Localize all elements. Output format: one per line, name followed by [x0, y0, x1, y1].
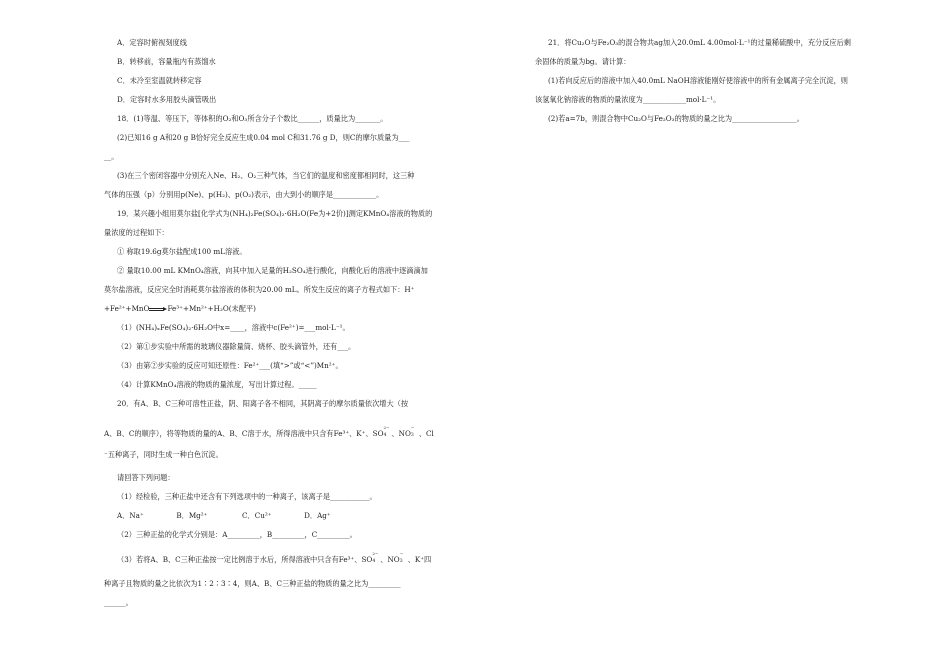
question-20-sub-3-end: ______。: [104, 598, 133, 607]
choice-d: D．Ag⁺: [304, 511, 331, 520]
question-20-stem-end: ⁻五种离子，同时生成一种白色沉淀。: [104, 450, 223, 459]
question-19-stem-cont: 量浓度的过程如下：: [104, 228, 169, 237]
question-18-part-2-cont: __。: [104, 152, 119, 161]
question-20-options: [117, 511, 331, 521]
equation-reactants: +Fe²⁺+MnO: [104, 304, 150, 313]
question-19-sub-1: （1）(NH₄)ₓFe(SO₄)₂·6H₂O中x=____，溶液中c(Fe²⁺)=___mol·L⁻¹。: [117, 323, 350, 332]
sulfate-index-2: [372, 551, 380, 564]
nitrate-charge-2: −: [399, 551, 404, 556]
question-19-step-2: ② 量取10.00 mL KMnO₄溶液，向其中加入足量的H₂SO₄进行酸化，向酸化后的溶液中逐滴滴加: [117, 266, 428, 275]
option-d: D．定容时水多用胶头滴管吸出: [117, 95, 217, 104]
question-19-stem: 19．某兴趣小组用莫尔盐[化学式为(NH₄)₂Fe(SO₄)₂·6H₂O(Fe为+2价)]测定KMnO₄溶液的物质的: [117, 209, 433, 218]
question-18-part-3: (3)在三个密闭容器中分别充入Ne、H₂、O₂三种气体，当它们的温度和密度都相同时，这三种: [117, 171, 415, 180]
equation-products: Fe³⁺+Mn²⁺+H₂O(未配平): [167, 304, 256, 313]
question-19-sub-3: （3）由第②步实验的反应可知还原性：Fe²⁺___(填“>”或“<”)Mn²⁺。: [117, 361, 343, 370]
choice-b: B．Mg²⁺: [176, 511, 208, 520]
question-20-sub-2: （2）三种正盐的化学式分别是：A_________，B_________，C_________。: [117, 530, 357, 539]
question-20-stem-cont: [104, 425, 434, 439]
sulfate-index: [383, 425, 391, 438]
sulfate-subscript: 4: [383, 433, 387, 438]
ion-list-part-3: 、Cl: [418, 429, 434, 438]
sulfate-charge-2: 2−: [372, 551, 379, 556]
option-a: A．定容时俯视刻度线: [117, 38, 187, 47]
question-18-part-1: 18．(1)等温、等压下，等体积的O₂和O₃所含分子个数比______，质量比为_______。: [117, 114, 388, 123]
sub-3-part-3: 、K⁺四: [407, 555, 432, 564]
nitrate-subscript: 3: [410, 433, 414, 438]
ion-list-part-2: 、NO: [391, 429, 411, 438]
reaction-arrow: [149, 307, 167, 312]
sub-3-part-1: （3）若将A、B、C三种正盐按一定比例溶于水后，所得溶液中只含有Fe³⁺、SO: [117, 555, 373, 564]
question-19-step-1: ① 称取19.6g莫尔盐配成100 mL溶液。: [117, 247, 247, 256]
option-b: B．转移前，容量瓶内有蒸馏水: [117, 57, 216, 66]
question-20-sub-3: [117, 551, 432, 565]
nitrate-index: [410, 425, 419, 438]
ion-list-part-1: A、B、C的顺序），将等物质的量的A、B、C溶于水，所得溶液中只含有Fe³⁺、K⁺、SO: [104, 429, 384, 438]
question-20-sub-3-cont: 种离子且物质的量之比依次为1∶2∶3∶4，则A、B、C三种正盐的物质的量之比为_________: [104, 579, 401, 588]
sulfate-charge: 2−: [383, 425, 390, 430]
question-20-prompt: 请回答下列问题：: [117, 473, 175, 482]
question-19-sub-4: （4）计算KMnO₄溶液的物质的量浓度，写出计算过程。_____: [117, 380, 317, 389]
nitrate-index-2: [399, 551, 408, 564]
nitrate-subscript-2: 3: [399, 559, 403, 564]
question-21-sub-2: (2)若a=7b，则混合物中Cu₂O与Fe₂O₃的物质的量之比为__________________。: [548, 114, 804, 123]
question-21-sub-1-cont: 该氢氧化钠溶液的物质的量浓度为____________mol·L⁻¹。: [535, 95, 721, 104]
nitrate-charge: −: [410, 425, 415, 430]
option-c: C．未冷至室温就转移定容: [117, 76, 202, 85]
question-18-part-2: (2)已知16 g A和20 g B恰好完全反应生成0.04 mol C和31.76 g D，则C的摩尔质量为___: [117, 133, 410, 142]
question-19-sub-2: （2）第①步实验中所需的玻璃仪器除量筒、烧杯、胶头滴管外，还有___。: [117, 342, 356, 351]
choice-c: C．Cu²⁺: [242, 511, 272, 520]
question-18-part-3-cont: 气体的压强（p）分别用p(Ne)、p(H₂)、p(O₂)表示，由大到小的顺序是____________。: [104, 190, 384, 199]
question-19-step-2-cont: 莫尔盐溶液，反应完全时消耗莫尔盐溶液的体积为20.00 mL。所发生反应的离子方程式如下：H⁺: [104, 285, 415, 294]
question-20-sub-1: （1）经检验，三种正盐中还含有下列选项中的一种离子，该离子是___________。: [117, 492, 377, 501]
sulfate-subscript-2: 4: [372, 559, 376, 564]
question-21-stem-cont: 余固体的质量为bg。请计算：: [535, 57, 631, 66]
question-19-equation: [104, 304, 256, 314]
sub-3-part-2: 、NO: [380, 555, 400, 564]
question-21-stem: 21．将Cu₂O与Fe₂O₃的混合物共ag加入20.0mL 4.00mol·L⁻¹的过量稀硫酸中，充分反应后剩: [548, 38, 851, 47]
choice-a: A．Na⁺: [117, 511, 144, 520]
question-20-stem: 20．有A、B、C三种可溶性正盐，阴、阳离子各不相同，其阴离子的摩尔质量依次增大（按: [117, 399, 409, 408]
question-21-sub-1: (1)若向反应后的溶液中加入40.0mL NaOH溶液能刚好使溶液中的所有金属离子完全沉淀，则: [548, 76, 848, 85]
